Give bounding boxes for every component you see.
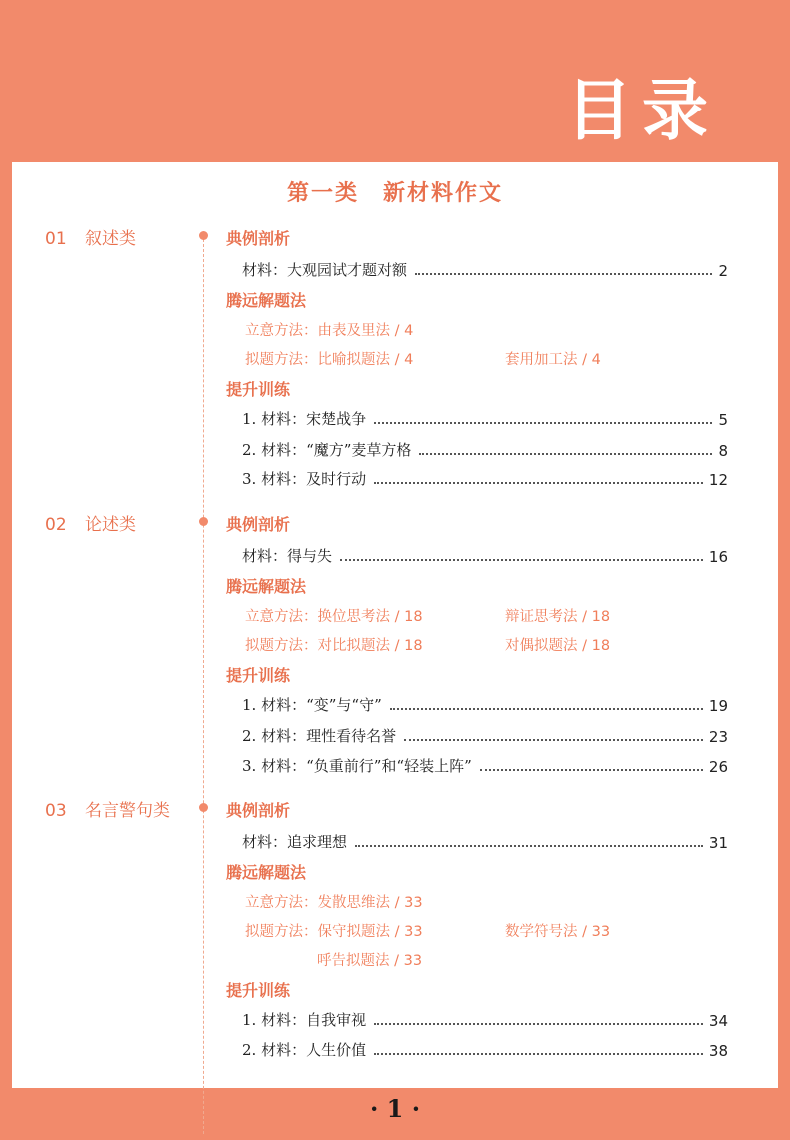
toc-entry[interactable] (242, 693, 728, 715)
method-item: 拟题方法：比喻拟题法 / 4 (245, 352, 414, 368)
category-number: 02 (45, 515, 67, 535)
toc-panel (12, 162, 778, 1088)
category-number: 03 (45, 801, 67, 821)
entry-page: 2 (718, 262, 728, 280)
method-item: 套用加工法 / 4 (505, 352, 601, 368)
training-heading: 提升训练 (226, 380, 291, 399)
method-heading: 腾远解题法 (226, 863, 307, 882)
category-label-03 (45, 796, 170, 821)
entry-page: 38 (708, 1042, 728, 1060)
dot-leader (374, 482, 703, 484)
dot-leader (374, 1053, 703, 1055)
entry-title: 材料：得与失 (242, 547, 333, 565)
dot-leader (480, 769, 703, 771)
category-label-02 (45, 510, 136, 535)
timeline-dot (199, 517, 208, 526)
entry-title: 2. 材料：“魔方”麦草方格 (242, 441, 412, 459)
entry-page: 34 (708, 1012, 728, 1030)
entry-title: 材料：大观园试才题对额 (242, 261, 408, 279)
entry-page: 16 (708, 548, 728, 566)
dot-leader (340, 559, 703, 561)
entry-page: 23 (708, 728, 728, 746)
example-heading: 典例剖析 (226, 229, 291, 248)
method-heading: 腾远解题法 (226, 577, 307, 596)
entry-title: 2. 材料：理性看待名誉 (242, 727, 397, 745)
toc-entry[interactable] (242, 724, 728, 746)
toc-entry[interactable] (242, 1038, 728, 1060)
timeline-dot (199, 231, 208, 240)
entry-page: 19 (708, 697, 728, 715)
toc-entry[interactable] (242, 830, 728, 852)
section-title: 第一类 新材料作文 (286, 180, 503, 206)
entry-title: 3. 材料：“负重前行”和“轻装上阵” (242, 757, 472, 775)
entry-page: 5 (718, 411, 728, 429)
example-heading: 典例剖析 (226, 801, 291, 820)
method-item: 拟题方法：对比拟题法 / 18 (245, 638, 423, 654)
dot-leader (374, 1023, 703, 1025)
timeline-line (203, 234, 204, 1134)
dot-leader (355, 845, 703, 847)
entry-title: 3. 材料：及时行动 (242, 470, 367, 488)
method-item: 数学符号法 / 33 (505, 924, 611, 940)
entry-title: 1. 材料：自我审视 (242, 1011, 367, 1029)
method-item: 立意方法：换位思考法 / 18 (245, 609, 423, 625)
toc-entry[interactable] (242, 754, 728, 776)
category-name: 叙述类 (85, 229, 136, 249)
entry-page: 12 (708, 471, 728, 489)
dot-leader (404, 739, 703, 741)
dot-leader (419, 453, 712, 455)
example-heading: 典例剖析 (226, 515, 291, 534)
method-item: 对偶拟题法 / 18 (505, 638, 611, 654)
training-heading: 提升训练 (226, 981, 291, 1000)
dot-leader (390, 708, 703, 710)
category-name: 论述类 (85, 515, 136, 535)
toc-entry[interactable] (242, 467, 728, 489)
page-number: · 1 · (369, 1094, 421, 1123)
toc-entry[interactable] (242, 1008, 728, 1030)
dot-leader (415, 273, 712, 275)
method-item: 拟题方法：保守拟题法 / 33 (245, 924, 423, 940)
method-item: 呼告拟题法 / 33 (317, 953, 423, 969)
method-item: 立意方法：由表及里法 / 4 (245, 323, 414, 339)
toc-entry[interactable] (242, 438, 728, 460)
category-label-01 (45, 224, 136, 249)
category-number: 01 (45, 229, 67, 249)
dot-leader (374, 422, 712, 424)
entry-page: 8 (718, 442, 728, 460)
method-item: 立意方法：发散思维法 / 33 (245, 895, 423, 911)
entry-title: 材料：追求理想 (242, 833, 348, 851)
entry-title: 1. 材料：宋楚战争 (242, 410, 367, 428)
method-item: 辩证思考法 / 18 (505, 609, 611, 625)
category-name: 名言警句类 (85, 801, 170, 821)
entry-page: 31 (708, 834, 728, 852)
toc-entry[interactable] (242, 407, 728, 429)
entry-page: 26 (708, 758, 728, 776)
page-title: 目录 (566, 72, 718, 149)
timeline-dot (199, 803, 208, 812)
training-heading: 提升训练 (226, 666, 291, 685)
toc-entry[interactable] (242, 544, 728, 566)
toc-entry[interactable] (242, 258, 728, 280)
method-heading: 腾远解题法 (226, 291, 307, 310)
entry-title: 1. 材料：“变”与“守” (242, 696, 382, 714)
entry-title: 2. 材料：人生价值 (242, 1041, 367, 1059)
